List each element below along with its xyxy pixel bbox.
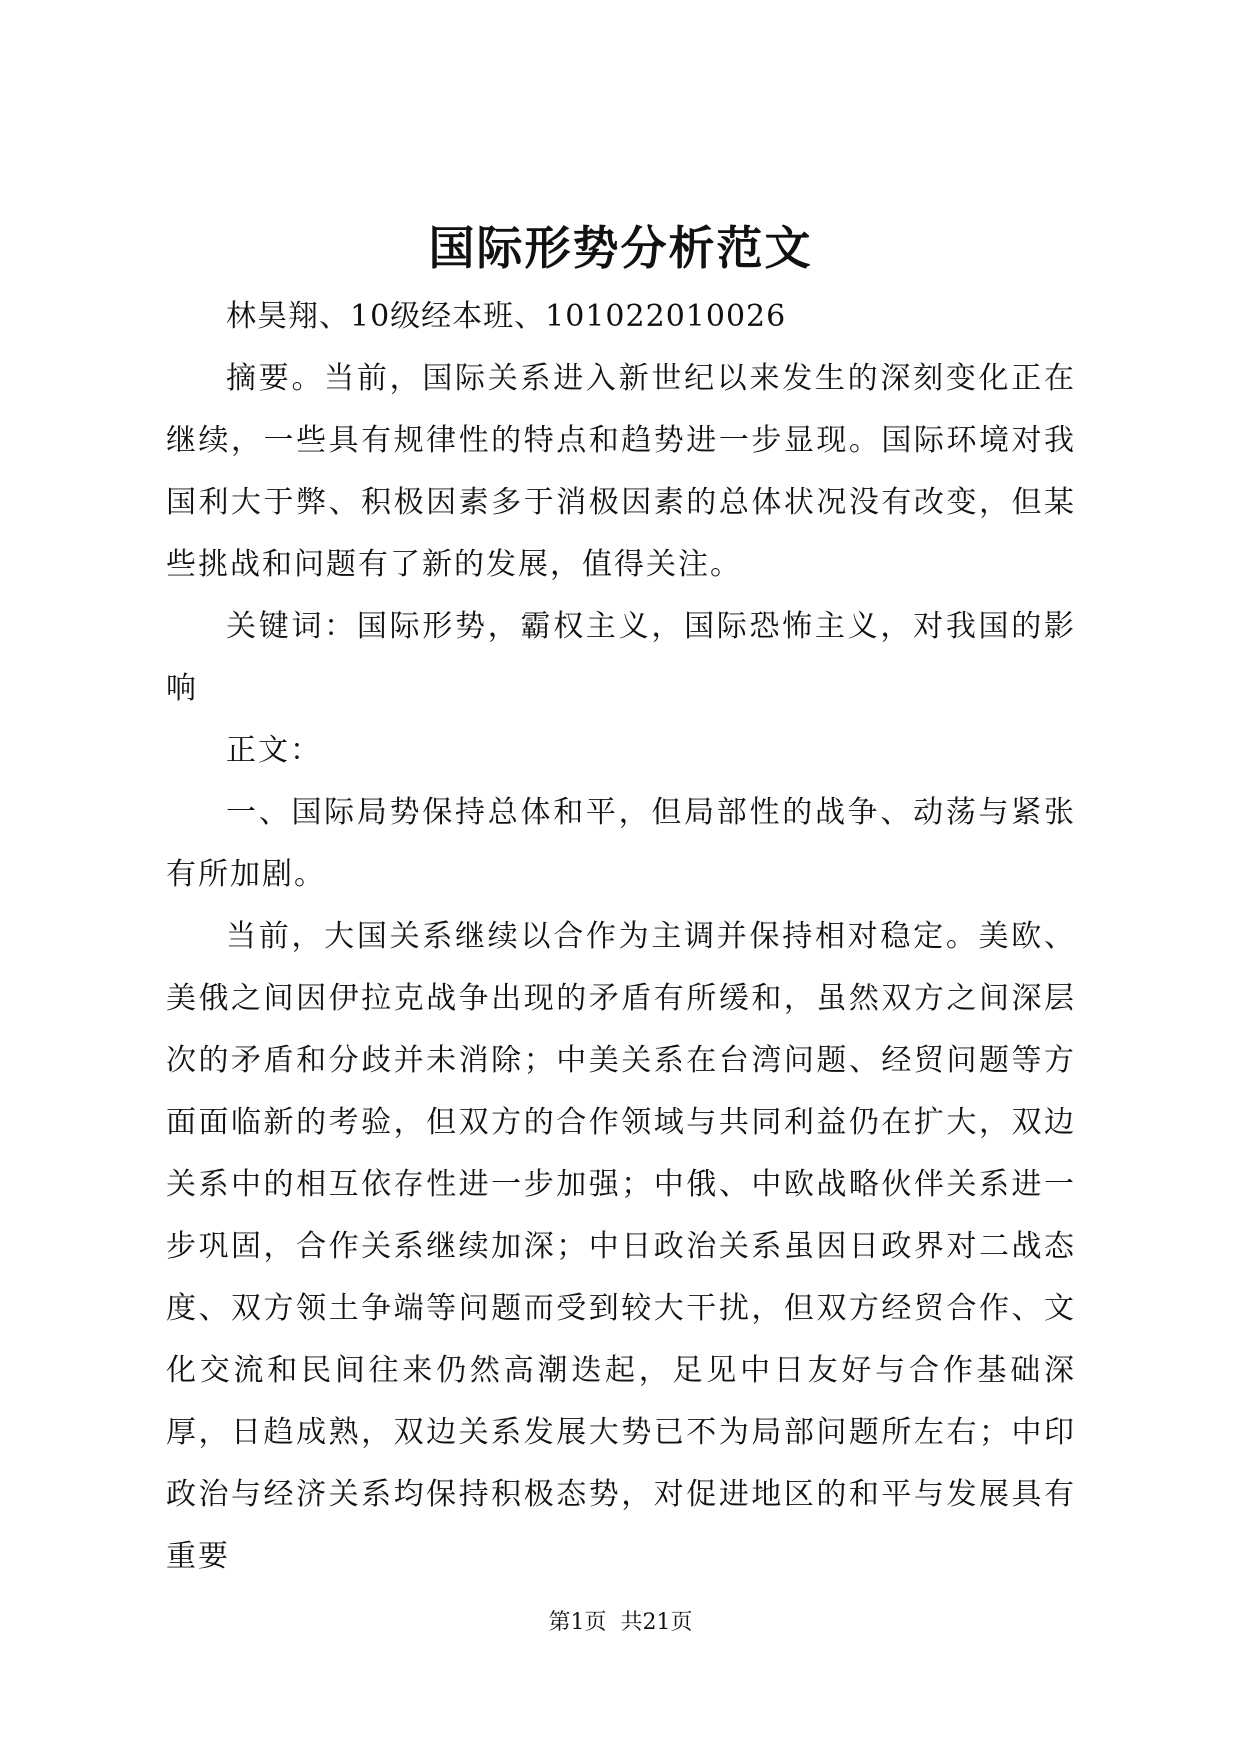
- document-body: [166, 286, 1076, 1588]
- page-number: 第1页 共21页: [548, 1610, 693, 1635]
- section-heading: 一、国际局势保持总体和平，但局部性的战争、动荡与紧张有所加剧。: [166, 795, 1076, 892]
- body-paragraph: 当前，大国关系继续以合作为主调并保持相对稳定。美欧、美俄之间因伊拉克战争出现的矛盾有所缓和，虽然双方之间深层次的矛盾和分歧并未消除；中美关系在台湾问题、经贸问题等方面面临新的考验，但双方的合作领域与共同利益仍在扩大，双边关系中的相互依存性进一步加强；中俄、中欧战略伙伴关系进一步巩固，合作关系继续加深；中日政治关系虽因日政界对二战态度、双方领土争端等问题而受到较大干扰，但双方经贸合作、文化交流和民间往来仍然高潮迭起，足见中日友好与合作基础深厚，日趋成熟，双边关系发展大势已不为局部问题所左右；中印政治与经济关系均保持积极态势，对促进地区的和平与发展具有重要: [166, 919, 1076, 1574]
- body-heading: 正文：: [226, 733, 322, 768]
- author-line: 林昊翔、10级经本班、101022010026: [226, 299, 787, 334]
- document-title: 国际形势分析范文: [428, 221, 813, 275]
- page-footer: [0, 1608, 1241, 1638]
- keywords-paragraph: 关键词：国际形势，霸权主义，国际恐怖主义，对我国的影响: [166, 609, 1076, 706]
- abstract-paragraph: 摘要。当前，国际关系进入新世纪以来发生的深刻变化正在继续，一些具有规律性的特点和趋势进一步显现。国际环境对我国利大于弊、积极因素多于消极因素的总体状况没有改变，但某些挑战和问题有了新的发展，值得关注。: [166, 361, 1076, 582]
